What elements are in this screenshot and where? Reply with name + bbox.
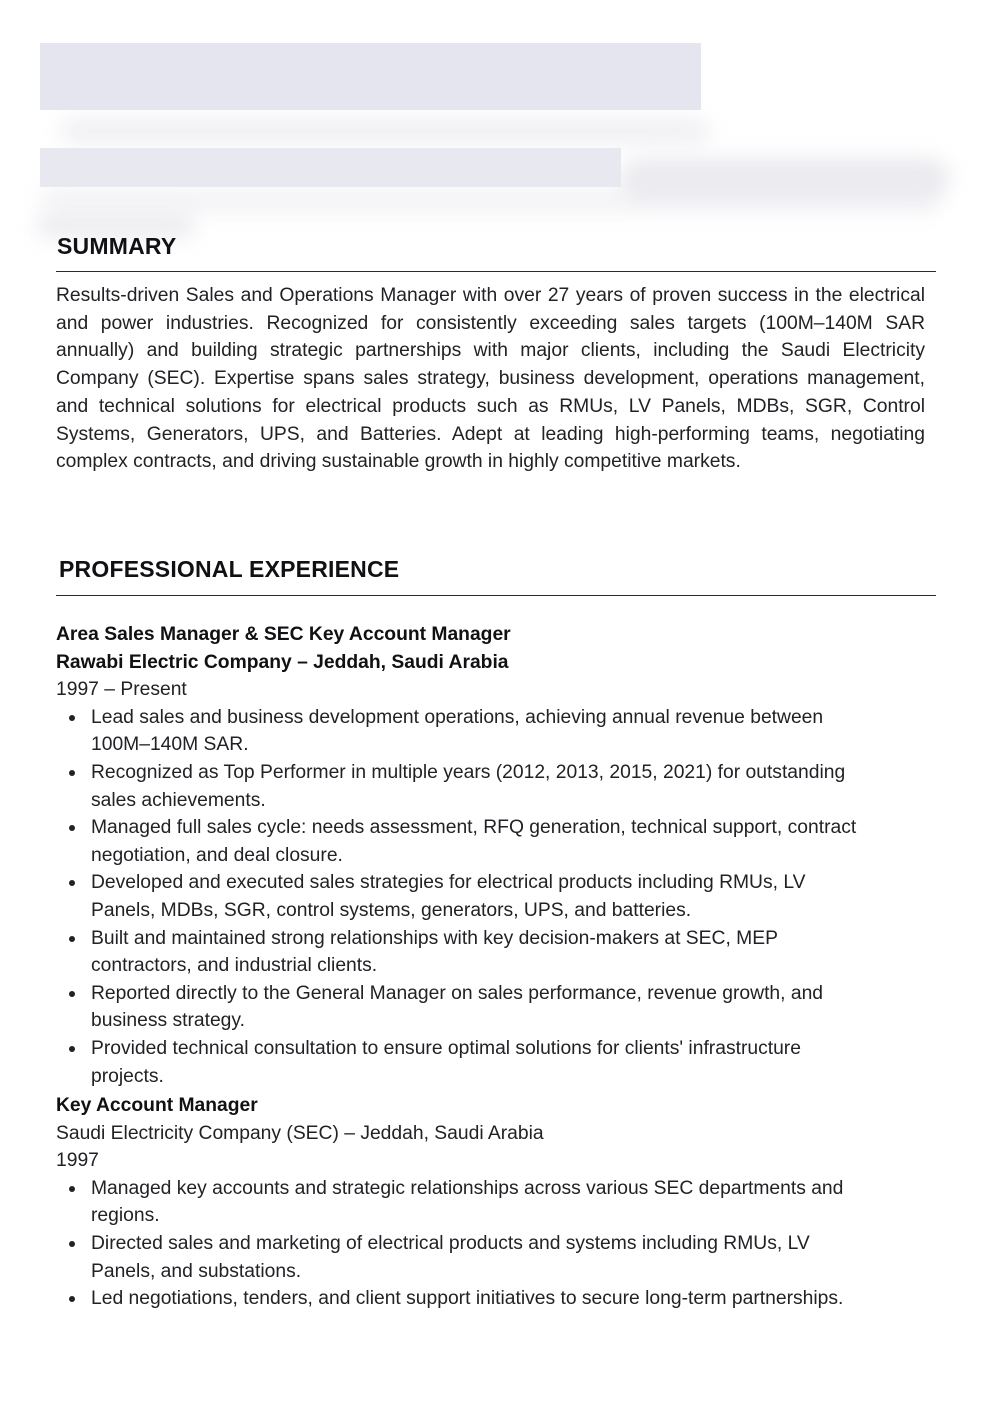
redacted-blur (620, 158, 950, 198)
job-dates: 1997 – Present (56, 679, 187, 701)
job-bullet: Recognized as Top Performer in multiple years (2012, 2013, 2015, 2021) for outstanding sales achievements. (91, 759, 956, 814)
summary-divider (56, 271, 936, 272)
job-entry (56, 1092, 956, 1313)
experience-divider (56, 595, 936, 596)
redacted-name-block (40, 43, 701, 110)
job-bullet: Built and maintained strong relationships with key decision-makers at SEC, MEP contractors, and industrial clients. (91, 925, 956, 980)
summary-paragraph: Results-driven Sales and Operations Manager with over 27 years of proven success in the electrical and power industries. Recognized for consistently exceeding sales targets (100M–140M SAR annually) and building strategic partnerships with major clients, including the Saudi Electricity Company (SEC). Expertise spans sales strategy, business development, operations management, and technical solutions for electrical products such as RMUs, LV Panels, MDBs, SGR, Control Systems, Generators, UPS, and Batteries. Adept at leading high-performing teams, negotiating complex contracts, and driving sustainable growth in highly competitive markets. (56, 285, 925, 473)
job-bullet-list (56, 1175, 956, 1313)
job-bullet: Lead sales and business development operations, achieving annual revenue between 100M–140M SAR. (91, 704, 956, 759)
job-bullet: Managed key accounts and strategic relationships across various SEC departments and regions. (91, 1175, 956, 1230)
experience-heading: PROFESSIONAL EXPERIENCE (59, 556, 400, 582)
redacted-blur (60, 118, 710, 144)
job-company: Saudi Electricity Company (SEC) – Jeddah, Saudi Arabia (56, 1122, 544, 1144)
job-title: Area Sales Manager & SEC Key Account Manager (56, 624, 511, 645)
redacted-contact-block (40, 148, 621, 187)
job-title: Key Account Manager (56, 1095, 258, 1116)
job-company: Rawabi Electric Company – Jeddah, Saudi Arabia (56, 651, 509, 673)
job-entry (56, 621, 956, 1090)
job-bullet-list (56, 704, 956, 1090)
summary-heading: SUMMARY (57, 233, 177, 259)
job-bullet: Reported directly to the General Manager on sales performance, revenue growth, and business strategy. (91, 980, 956, 1035)
job-bullet: Directed sales and marketing of electrical products and systems including RMUs, LV Panels, and substations. (91, 1230, 956, 1285)
job-bullet: Led negotiations, tenders, and client support initiatives to secure long-term partnerships. (91, 1285, 956, 1313)
job-bullet: Managed full sales cycle: needs assessment, RFQ generation, technical support, contract negotiation, and deal closure. (91, 814, 956, 869)
job-dates: 1997 (56, 1150, 99, 1172)
job-bullet: Provided technical consultation to ensure optimal solutions for clients' infrastructure projects. (91, 1035, 956, 1090)
job-bullet: Developed and executed sales strategies for electrical products including RMUs, LV Panels, MDBs, SGR, control systems, generators, UPS, and batteries. (91, 869, 956, 924)
